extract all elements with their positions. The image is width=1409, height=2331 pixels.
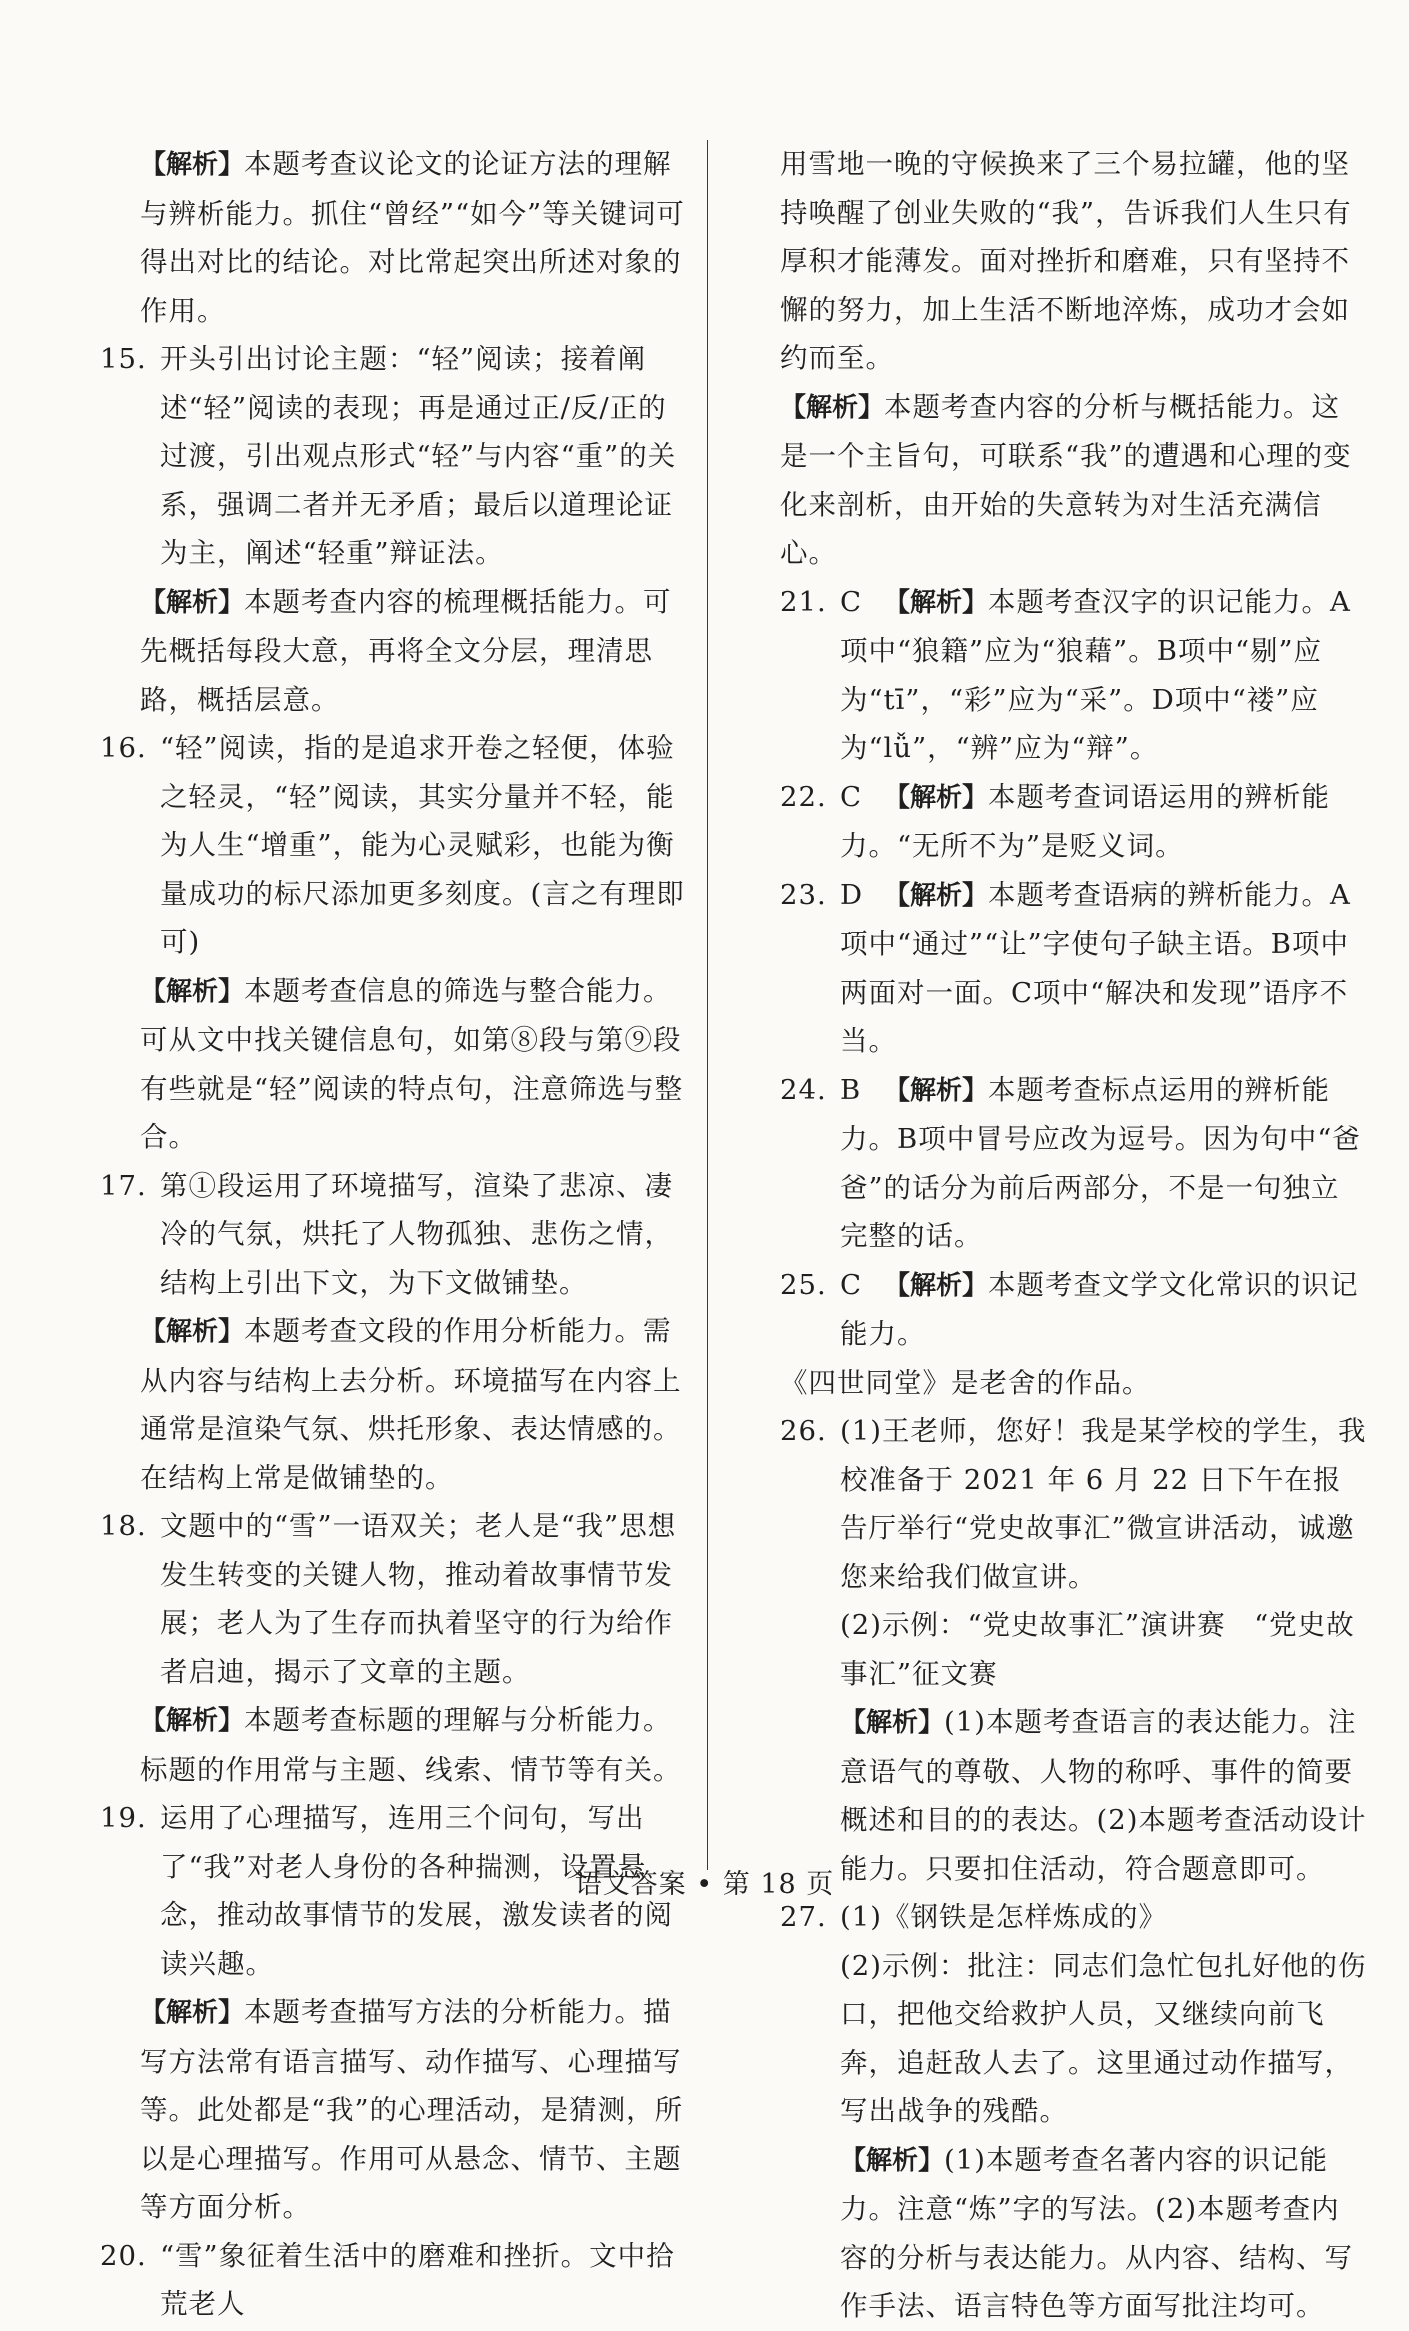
analysis-text: 本题考查标点运用的辨析能力。B项中冒号应改为逗号。因为句中“爸爸”的话分为前后两部分，不是一句独立完整的话。 xyxy=(840,1073,1361,1252)
question-number: 19. xyxy=(100,1802,147,1834)
analysis-tag: 【解析】 xyxy=(780,392,885,423)
answer-16 xyxy=(100,724,688,967)
question-number: 17. xyxy=(100,1169,147,1202)
analysis-text: 本题考查语病的辨析能力。A项中“通过”“让”字使句子缺主语。B项中两面对一面。C项中“解决和发现”语序不当。 xyxy=(840,878,1351,1057)
column-divider xyxy=(707,140,708,1870)
answer-22 xyxy=(780,773,1368,871)
analysis-tag: 【解析】 xyxy=(140,1706,245,1736)
analysis-text: 本题考查内容的分析与概括能力。这是一个主旨句，可联系“我”的遭遇和心理的变化来剖析，由开始的失意转为对生活充满信心。 xyxy=(780,390,1352,569)
analysis-tag: 【解析】 xyxy=(140,1317,245,1347)
answer-15 xyxy=(100,335,688,578)
answer-text: “雪”象征着生活中的磨难和挫折。文中拾荒老人 xyxy=(160,2239,675,2320)
question-number: 16. xyxy=(100,732,147,764)
analysis-tag: 【解析】 xyxy=(840,1708,945,1738)
analysis-tag: 【解析】 xyxy=(884,587,989,618)
answer-text: (1)《钢铁是怎样炼成的》 xyxy=(840,1901,1167,1933)
analysis-15 xyxy=(100,578,688,725)
analysis-text: 本题考查文段的作用分析能力。需从内容与结构上去分析。环境描写在内容上通常是渲染气氛、烘托形象、表达情感的。在结构上常是做铺垫的。 xyxy=(140,1315,682,1494)
question-number: 27. xyxy=(780,1901,827,1933)
choice-letter: C xyxy=(840,585,863,618)
analysis-27 xyxy=(780,2136,1368,2331)
analysis-tag: 【解析】 xyxy=(140,1998,245,2028)
analysis-text: (1)本题考查名著内容的识记能力。注意“炼”字的写法。(2)本题考查内容的分析与表达能力。从内容、结构、写作手法、语言特色等方面写批注均可。 xyxy=(840,2143,1353,2322)
answer-26 xyxy=(780,1407,1368,1601)
analysis-text: 本题考查议论文的论证方法的理解与辨析能力。抓住“曾经”“如今”等关键词可得出对比的结论。对比常起突出所述对象的作用。 xyxy=(140,148,685,327)
answer-text: 开头引出讨论主题：“轻”阅读；接着阐述“轻”阅读的表现；再是通过正/反/正的过渡，引出观点形式“轻”与内容“重”的关系，强调二者并无矛盾；最后以道理论证为主，阐述“轻重”辩证法。 xyxy=(160,343,677,569)
answer-25 xyxy=(780,1261,1368,1359)
analysis-text: 本题考查标题的理解与分析能力。标题的作用常与主题、线索、情节等有关。 xyxy=(140,1704,682,1786)
answer-text: 第①段运用了环境描写，渲染了悲凉、凄冷的气氛，烘托了人物孤独、悲伤之情，结构上引出下文，为下文做铺垫。 xyxy=(160,1169,673,1299)
question-number: 22. xyxy=(780,780,827,813)
answer-text: (1)王老师，您好！我是某学校的学生，我校准备于 2021 年 6 月 22 日下午在报告厅举行“党史故事汇”微宣讲活动，诚邀您来给我们做宣讲。 xyxy=(840,1415,1367,1593)
choice-letter: B xyxy=(840,1073,862,1106)
analysis-text: 本题考查文学文化常识的识记能力。 xyxy=(840,1268,1359,1350)
analysis-tag: 【解析】 xyxy=(140,587,245,618)
question-number: 25. xyxy=(780,1268,827,1301)
answer-18 xyxy=(100,1502,688,1696)
analysis-text: 本题考查信息的筛选与整合能力。可从文中找关键信息句，如第⑧段与第⑨段有些就是“轻”阅读的特点句，注意筛选与整合。 xyxy=(140,974,684,1153)
question-number: 18. xyxy=(100,1510,147,1542)
answer-text: 运用了心理描写，连用三个问句，写出了“我”对老人身份的各种揣测，设置悬念，推动故事情节的发展，激发读者的阅读兴趣。 xyxy=(160,1802,673,1980)
answer-text: 文题中的“雪”一语双关；老人是“我”思想发生转变的关键人物，推动着故事情节发展；老人为了生存而执着坚守的行为给作者启迪，揭示了文章的主题。 xyxy=(160,1510,677,1688)
analysis-tag: 【解析】 xyxy=(884,880,989,911)
analysis-tag: 【解析】 xyxy=(884,1270,989,1301)
analysis-17 xyxy=(100,1307,688,1502)
question-number: 20. xyxy=(100,2239,147,2272)
answer-26-part2: (2)示例：“党史故事汇”演讲赛 “党史故事汇”征文赛 xyxy=(840,1609,1355,1690)
analysis-tag: 【解析】 xyxy=(840,2145,945,2176)
answer-23 xyxy=(780,871,1368,1066)
answer-24 xyxy=(780,1066,1368,1261)
answer-27-part2: (2)示例：批注：同志们急忙包扎好他的伤口，把他交给救护人员，又继续向前飞奔，追赶敌人去了。这里通过动作描写，写出战争的残酷。 xyxy=(840,1949,1367,2127)
question-number: 23. xyxy=(780,878,827,911)
answer-20-continued: 用雪地一晚的守候换来了三个易拉罐，他的坚持唤醒了创业失败的“我”，告诉我们人生只有厚积才能薄发。面对挫折和磨难，只有坚持不懈的努力，加上生活不断地淬炼，成功才会如约而至。 xyxy=(780,148,1352,374)
analysis-14 xyxy=(100,140,688,335)
analysis-tag: 【解析】 xyxy=(140,976,245,1007)
choice-letter: D xyxy=(840,878,864,911)
page-footer: 语文答案 • 第 18 页 xyxy=(574,1869,835,1900)
question-number: 26. xyxy=(780,1415,827,1447)
analysis-16 xyxy=(100,967,688,1162)
choice-letter: C xyxy=(840,780,863,813)
analysis-text: (1)本题考查语言的表达能力。注意语气的尊敬、人物的称呼、事件的简要概述和目的的表达。(2)本题考查活动设计能力。只要扣住活动，符合题意即可。 xyxy=(840,1706,1367,1885)
answer-25-extra: 《四世同堂》是老舍的作品。 xyxy=(780,1366,1151,1399)
analysis-tag: 【解析】 xyxy=(884,782,989,813)
right-column xyxy=(780,140,1368,2331)
left-column xyxy=(100,140,688,2329)
analysis-text: 本题考查描写方法的分析能力。描写方法常有语言描写、动作描写、心理描写等。此处都是“我”的心理活动，是猜测，所以是心理描写。作用可从悬念、情节、主题等方面分析。 xyxy=(140,1996,684,2223)
analysis-text: 本题考查汉字的识记能力。A项中“狼籍”应为“狼藉”。B项中“剔”应为“tī”，“彩”应为“采”。D项中“褛”应为“lǚ”，“辨”应为“辩”。 xyxy=(840,585,1351,764)
choice-letter: C xyxy=(840,1268,863,1301)
question-number: 24. xyxy=(780,1073,827,1106)
analysis-18 xyxy=(100,1696,688,1794)
analysis-tag: 【解析】 xyxy=(884,1075,989,1106)
answer-20 xyxy=(100,2232,688,2329)
question-number: 21. xyxy=(780,585,827,618)
analysis-tag: 【解析】 xyxy=(140,150,245,180)
analysis-text: 本题考查内容的梳理概括能力。可先概括每段大意，再将全文分层，理清思路，概括层意。 xyxy=(140,585,672,716)
analysis-19 xyxy=(100,1988,688,2232)
analysis-20 xyxy=(780,383,1368,578)
answer-17 xyxy=(100,1162,688,1308)
answer-text: “轻”阅读，指的是追求开卷之轻便，体验之轻灵，“轻”阅读，其实分量并不轻，能为人生“增重”，能为心灵赋彩，也能为衡量成功的标尺添加更多刻度。(言之有理即可) xyxy=(160,732,685,958)
question-number: 15. xyxy=(100,343,147,375)
analysis-text: 本题考查词语运用的辨析能力。“无所不为”是贬义词。 xyxy=(840,780,1331,862)
answer-21 xyxy=(780,578,1368,773)
